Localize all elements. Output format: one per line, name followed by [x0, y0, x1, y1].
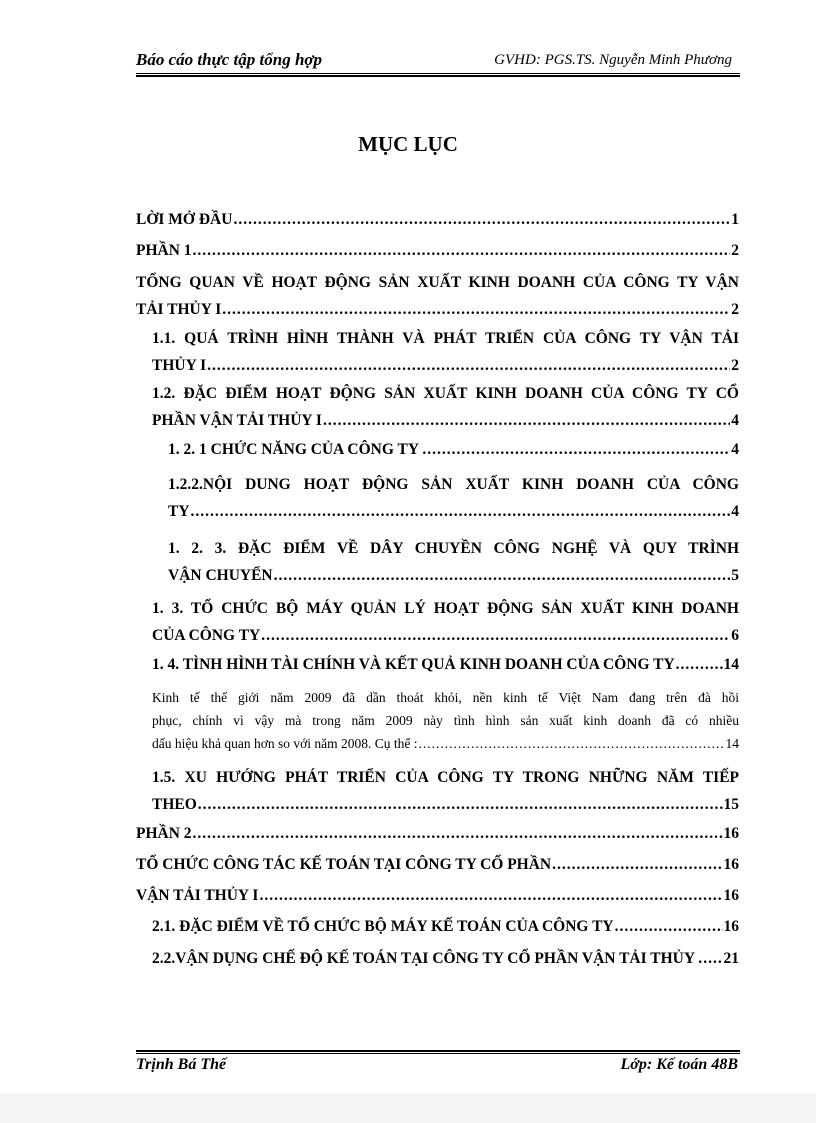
toc-leader [261, 622, 730, 649]
toc-entry-text: 1.2. ĐẶC ĐIỂM HOẠT ĐỘNG SẢN XUẤT KINH DOANH CỦA CÔNG TY CỔ [152, 385, 739, 402]
toc-leader [427, 436, 730, 463]
toc-entry[interactable] [168, 436, 739, 463]
toc-entry[interactable] [152, 945, 739, 972]
toc-paragraph-line: Kinh tế thế giới năm 2009 đã dần thoát khỏi, nền kinh tế Việt Nam đang trên đà hồi [152, 690, 739, 705]
toc-entry-text: PHẦN 1 [136, 242, 192, 259]
toc-entry-text: 1. 3. TỔ CHỨC BỘ MÁY QUẢN LÝ HOẠT ĐỘNG SẢN XUẤT KINH DOANH [152, 600, 739, 617]
toc-page-number: 2 [731, 301, 739, 318]
toc-leader [323, 407, 730, 434]
toc-page-number: 2 [731, 357, 739, 374]
toc-entry-text-cont: CỦA CÔNG TY [152, 627, 261, 644]
toc-page-number: 16 [723, 918, 739, 935]
toc-entry[interactable] [152, 380, 739, 434]
toc-entry[interactable] [136, 206, 739, 233]
toc-entry-text-cont: THEO [152, 796, 197, 813]
toc-page-number: 4 [731, 441, 739, 458]
footer-rule-thick [136, 1050, 740, 1052]
toc-leader [207, 352, 730, 379]
toc-leader [703, 945, 722, 972]
toc-entry-text: LỜI MỞ ĐẦU [136, 211, 233, 228]
toc-leader [552, 851, 722, 878]
toc-entry-text-cont: TY [168, 503, 190, 520]
toc-entry[interactable] [152, 651, 739, 678]
toc-leader [259, 882, 722, 909]
toc-page-number: 14 [725, 736, 739, 751]
page-edge [0, 1093, 816, 1123]
toc-leader [198, 791, 723, 818]
toc-entry-paragraph[interactable] [152, 686, 739, 755]
toc-leader [615, 913, 723, 940]
toc-entry-text: 1.1. QUÁ TRÌNH HÌNH THÀNH VÀ PHÁT TRIỂN CỦA CÔNG TY VẬN TẢI [152, 330, 739, 347]
toc-leader [191, 498, 731, 525]
toc-entry-text-cont: VẬN CHUYỂN [168, 567, 273, 584]
toc-page-number: 16 [723, 856, 739, 873]
toc-entry-text: 1. 2. 3. ĐẶC ĐIỂM VỀ DÂY CHUYỀN CÔNG NGHỆ VÀ QUY TRÌNH [168, 540, 739, 557]
toc-entry[interactable] [136, 269, 739, 323]
toc-page-number: 6 [731, 627, 739, 644]
toc-page-number: 15 [723, 796, 739, 813]
toc-entry[interactable] [152, 913, 739, 940]
toc-leader [193, 237, 731, 264]
toc-page-number: 16 [723, 825, 739, 842]
toc-page-number: 1 [731, 211, 739, 228]
toc-leader [274, 562, 731, 589]
toc-leader [193, 820, 723, 847]
header-rule-thick [136, 75, 740, 77]
page-header [136, 48, 740, 74]
toc-paragraph-line: dấu hiệu khả quan hơn so với năm 2008. Cụ thể : [152, 736, 418, 751]
toc-leader [233, 206, 730, 233]
toc-entry-text: VẬN TẢI THỦY I [136, 887, 259, 904]
toc-entry-text-cont: PHẦN VẬN TẢI THỦY I [152, 412, 322, 429]
toc-page-number: 4 [731, 412, 739, 429]
toc-entry-text: 1.5. XU HƯỚNG PHÁT TRIỂN CỦA CÔNG TY TRONG NHỮNG NĂM TIẾP [152, 769, 739, 786]
toc-entry[interactable] [168, 535, 739, 589]
toc-leader [419, 732, 725, 755]
toc-entry[interactable] [136, 851, 739, 878]
toc-page-number: 2 [731, 242, 739, 259]
toc-entry-text: PHẦN 2 [136, 825, 192, 842]
toc-paragraph-line: phục, chính vì vậy mà trong năm 2009 này tình hình sản xuất kinh doanh đã có nhiều [152, 713, 739, 728]
toc-entry[interactable] [136, 237, 739, 264]
toc-page-number: 4 [731, 503, 739, 520]
toc-page-number: 5 [731, 567, 739, 584]
toc-leader [676, 651, 723, 678]
toc-entry[interactable] [136, 882, 739, 909]
toc-entry[interactable] [152, 595, 739, 649]
header-rule-thin [136, 73, 740, 74]
toc-entry-text-cont: THỦY I [152, 357, 207, 374]
toc-entry-text: 2.2.VẬN DỤNG CHẾ ĐỘ KẾ TOÁN TẠI CÔNG TY CỔ PHẦN VẬN TẢI THỦY . [152, 950, 703, 967]
footer-rule-thin [136, 1053, 740, 1054]
toc-entry-text: 1.2.2.NỘI DUNG HOẠT ĐỘNG SẢN XUẤT KINH DOANH CỦA CÔNG [168, 476, 739, 493]
footer-author: Trịnh Bá Thế [136, 1056, 227, 1073]
toc-entry-text-cont: TẢI THỦY I [136, 301, 222, 318]
footer-class: Lớp: Kế toán 48B [620, 1056, 738, 1073]
toc-entry-text: TỔNG QUAN VỀ HOẠT ĐỘNG SẢN XUẤT KINH DOANH CỦA CÔNG TY VẬN [136, 274, 739, 291]
toc-page-number: 21 [723, 950, 739, 967]
toc-page-number: 16 [723, 887, 739, 904]
page-footer [136, 1056, 740, 1080]
page-title: MỤC LỤC [358, 132, 458, 156]
header-report-title: Báo cáo thực tập tổng hợp [136, 50, 323, 69]
toc-entry[interactable] [152, 764, 739, 818]
toc-entry[interactable] [152, 325, 739, 379]
toc-entry-text: TỔ CHỨC CÔNG TÁC KẾ TOÁN TẠI CÔNG TY CỔ PHẦN [136, 856, 552, 873]
toc-entry[interactable] [168, 471, 739, 525]
toc-entry-text: 1. 4. TÌNH HÌNH TÀI CHÍNH VÀ KẾT QUẢ KINH DOANH CỦA CÔNG TY [152, 656, 675, 673]
header-supervisor: GVHD: PGS.TS. Nguyễn Minh Phương [494, 52, 732, 68]
toc-leader [222, 296, 730, 323]
toc-page-number: 14 [723, 656, 739, 673]
toc-entry[interactable] [136, 820, 739, 847]
toc-entry-text: 2.1. ĐẶC ĐIỂM VỀ TỔ CHỨC BỘ MÁY KẾ TOÁN CỦA CÔNG TY [152, 918, 614, 935]
toc-entry-text: 1. 2. 1 CHỨC NĂNG CỦA CÔNG TY . [168, 441, 427, 458]
